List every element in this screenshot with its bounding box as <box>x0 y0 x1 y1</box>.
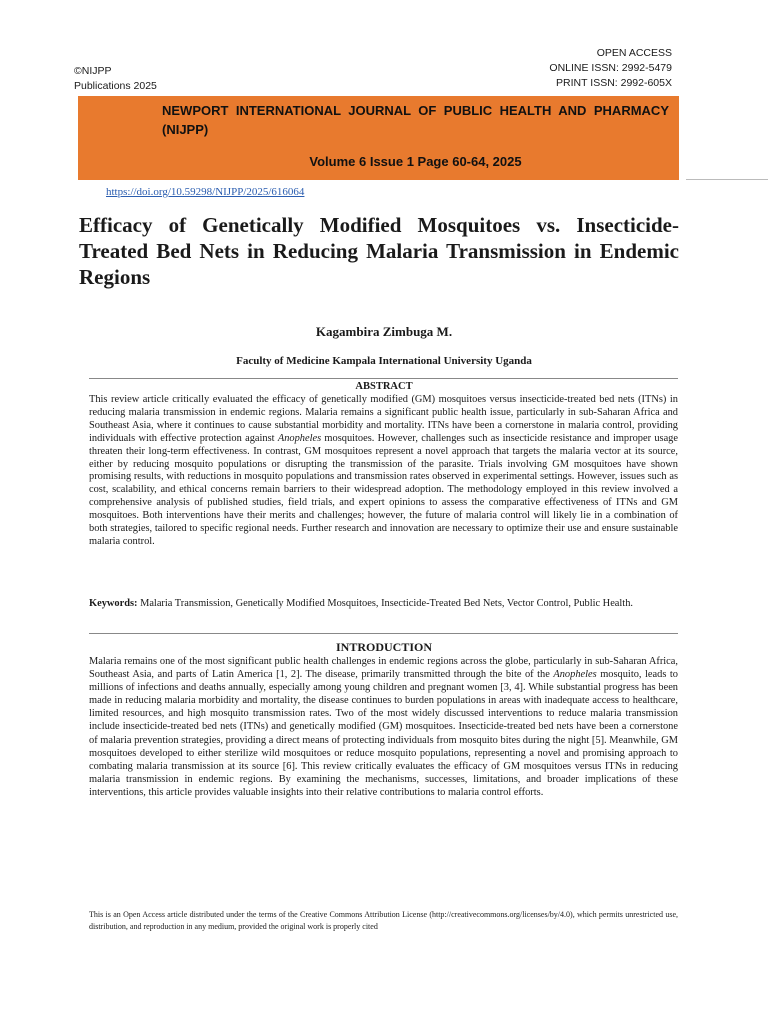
header-divider <box>686 179 768 180</box>
print-issn: PRINT ISSN: 2992-605X <box>556 77 672 89</box>
publications-year: Publications 2025 <box>74 80 157 92</box>
abstract-heading: ABSTRACT <box>355 381 413 392</box>
doi-link[interactable]: https://doi.org/10.59298/NIJPP/2025/616064 <box>106 186 305 198</box>
author-name: Kagambira Zimbuga M. <box>315 324 453 339</box>
abstract-text-part: This review article critically evaluated the efficacy of genetically modified (GM) mosquitoes versus insecticide-treated bed nets (ITNs) in reducing malaria transmission in endemic regions. Malaria remains a significant public health issue, particularly in sub-Saharan Africa and Southeast Asia, where it continues to cause substantial morbidity and mortality. ITNs have been a cornerstone in malaria control, providing individuals with effective protection against <box>89 394 678 444</box>
author-affiliation: Faculty of Medicine Kampala International University Uganda <box>236 355 532 367</box>
journal-name: NEWPORT INTERNATIONAL JOURNAL OF PUBLIC HEALTH AND PHARMACY (NIJPP) <box>162 103 669 137</box>
keywords <box>89 597 678 611</box>
keywords-label: Keywords: <box>89 598 138 609</box>
introduction-heading: INTRODUCTION <box>335 640 432 654</box>
volume-info: Volume 6 Issue 1 Page 60-64, 2025 <box>309 154 522 169</box>
license-footnote: This is an Open Access article distributed under the terms of the Creative Commons Attribution License (http://creativecommons.org/licenses/by/4.0), which permits unrestricted use, distribution, and reproduction in any medium, provided the original work is properly cited <box>89 910 678 931</box>
online-issn: ONLINE ISSN: 2992-5479 <box>549 62 672 74</box>
abstract-body <box>89 394 678 549</box>
keywords-list: Malaria Transmission, Genetically Modified Mosquitoes, Insecticide-Treated Bed Nets, Vector Control, Public Health. <box>137 598 633 609</box>
abstract-top-rule <box>89 378 678 379</box>
abstract-italic-term: Anopheles <box>277 432 322 444</box>
issn-info <box>549 46 672 91</box>
article-title: Efficacy of Genetically Modified Mosquitoes vs. Insecticide-Treated Bed Nets in Reducing Malaria Transmission in Endemic Regions <box>79 213 679 289</box>
copyright-text: ©NIJPP <box>74 65 112 77</box>
intro-top-rule <box>89 633 678 634</box>
intro-italic-term: Anopheles <box>553 669 597 681</box>
intro-text-part: Malaria remains one of the most significant public health challenges in endemic regions across the globe, particularly in sub-Saharan Africa, Southeast Asia, and parts of Latin America [1, 2]. The disease, primarily transmitted through the bite of the <box>89 656 678 681</box>
open-access-label: OPEN ACCESS <box>596 47 672 59</box>
intro-text-part: mosquito, leads to millions of infections and deaths annually, especially among young children and pregnant women [3, 4]. While substantial progress has been made in reducing malaria morbidity and mortality, the disease continues to burden populations in areas with inadequate access to healthcare, limited resources, and high mosquito transmission rates. Two of the most widely discussed interventions to reduce malaria transmission include insecticide-treated bed nets (ITNs) and genetically modified (GM) mosquitoes. Insecticide-treated bed nets have been a cornerstone of malaria prevention strategies, providing a direct means of protecting individuals from mosquito bites during the night [5]. Meanwhile, GM mosquitoes developed to either sterilize wild mosquitoes or reduce mosquito populations, representing a novel and promising approach to combating malaria transmission at its source [6]. This review critically evaluates the efficacy of GM mosquitoes versus ITNs in reducing malaria transmission in endemic regions. By examining the mechanisms, successes, limitations, and broader implications of these interventions, this article provides valuable insights into their relative contributions to malaria control efforts. <box>89 669 678 798</box>
journal-banner <box>78 96 679 180</box>
introduction-body <box>89 655 678 799</box>
publisher-info <box>74 64 157 94</box>
abstract-text-part: mosquitoes. However, challenges such as insecticide resistance and improper usage threaten their long-term effectiveness. In contrast, GM mosquitoes represent a novel approach that targets the malaria vector at its source, either by reducing mosquito populations or disrupting the transmission of the parasite. Trials involving GM mosquitoes have shown promising results, with reductions in mosquito populations and transmission rates observed in experimental settings. However, issues such as cost, scalability, and ethical concerns remain barriers to their widespread adoption. The methodology employed in this review involved a comprehensive analysis of published studies, field trials, and expert opinions to assess the comparative effectiveness of ITNs and GM mosquitoes. Both interventions have their merits and challenges; however, the future of malaria control will likely lie in a combination of both strategies, tailored to specific regional needs. Further research and innovation are necessary to optimize their use and ensure sustainable malaria control. <box>89 432 678 547</box>
